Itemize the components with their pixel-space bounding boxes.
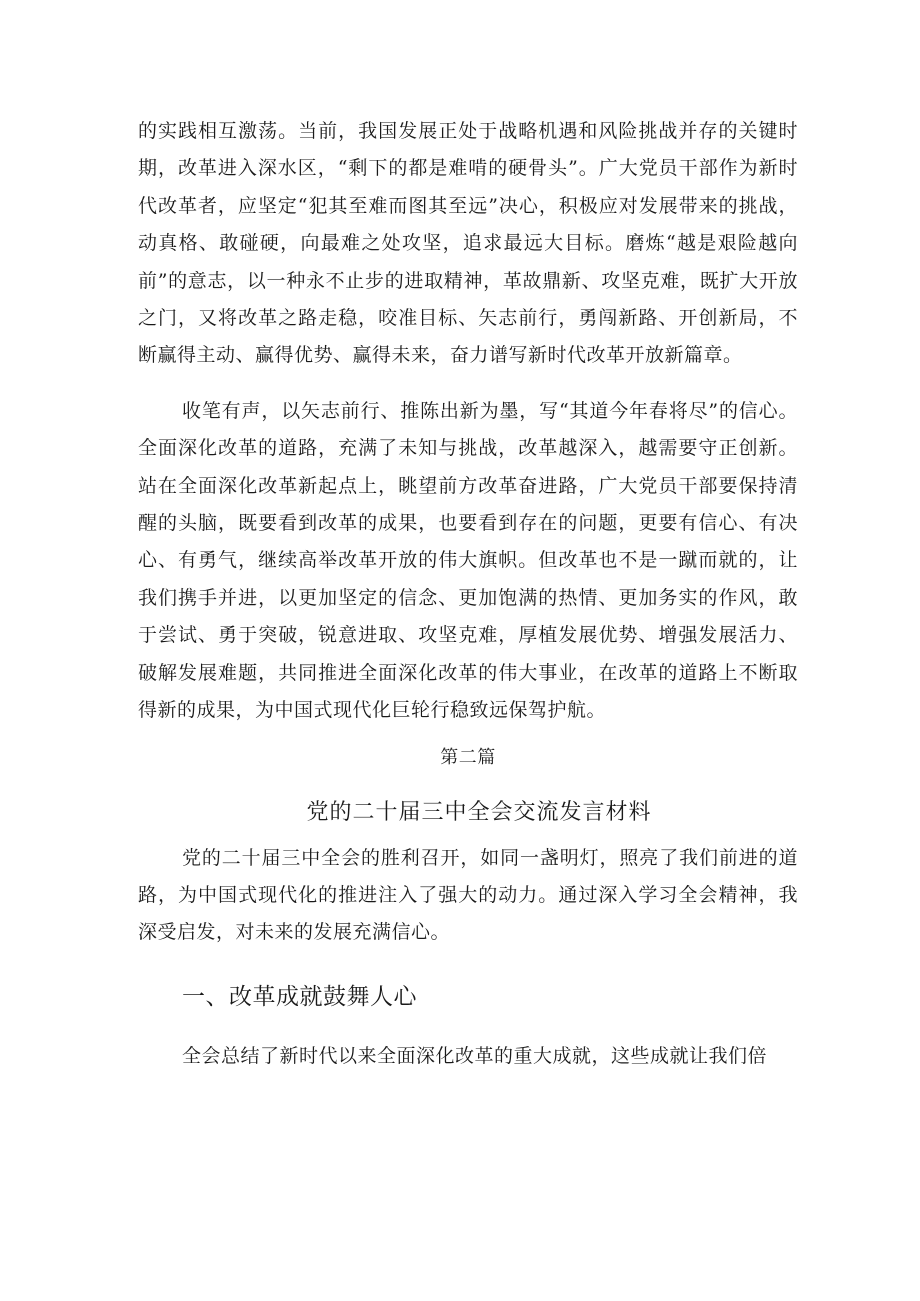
section-heading: 一、改革成就鼓舞人心 (182, 983, 417, 1010)
document-body (138, 113, 798, 1075)
section-label: 第二篇 (440, 746, 496, 768)
paragraph-body: 全会总结了新时代以来全面深化改革的重大成就，这些成就让我们倍 (182, 1044, 768, 1067)
paragraph-intro: 党的二十届三中全会的胜利召开，如同一盏明灯，照亮了我们前进的道路，为中国式现代化的推进注入了强大的动力。通过深入学习全会精神，我深受启发，对未来的发展充满信心。 (138, 846, 798, 944)
paragraph-closing: 收笔有声，以矢志前行、推陈出新为墨，写“其道今年春将尽”的信心。全面深化改革的道路，充满了未知与挑战，改革越深入，越需要守正创新。站在全面深化改革新起点上，眺望前方改革奋进路，广大党员干部要保持清醒的头脑，既要看到改革的成果，也要看到存在的问题，更要有信心、有决心、有勇气，继续高举改革开放的伟大旗帜。但改革也不是一蹴而就的，让我们携手并进，以更加坚定的信念、更加饱满的热情、更加务实的作风，敢于尝试、勇于突破，锐意进取、攻坚克难，厚植发展优势、增强发展活力、破解发展难题，共同推进全面深化改革的伟大事业，在改革的道路上不断取得新的成果，为中国式现代化巨轮行稳致远保驾护航。 (138, 399, 798, 722)
paragraph-continuation: 的实践相互激荡。当前，我国发展正处于战略机遇和风险挑战并存的关键时期，改革进入深水区，“剩下的都是难啃的硬骨头”。广大党员干部作为新时代改革者，应坚定“犯其至难而图其至远”决心，积极应对发展带来的挑战，动真格、敢碰硬，向最难之处攻坚，追求最远大目标。磨炼“越是艰险越向前”的意志，以一种永不止步的进取精神，革故鼎新、攻坚克难，既扩大开放之门，又将改革之路走稳，咬准目标、矢志前行，勇闯新路、开创新局，不断赢得主动、赢得优势、赢得未来，奋力谱写新时代改革开放新篇章。 (138, 120, 798, 367)
document-title: 党的二十届三中全会交流发言材料 (306, 799, 652, 825)
